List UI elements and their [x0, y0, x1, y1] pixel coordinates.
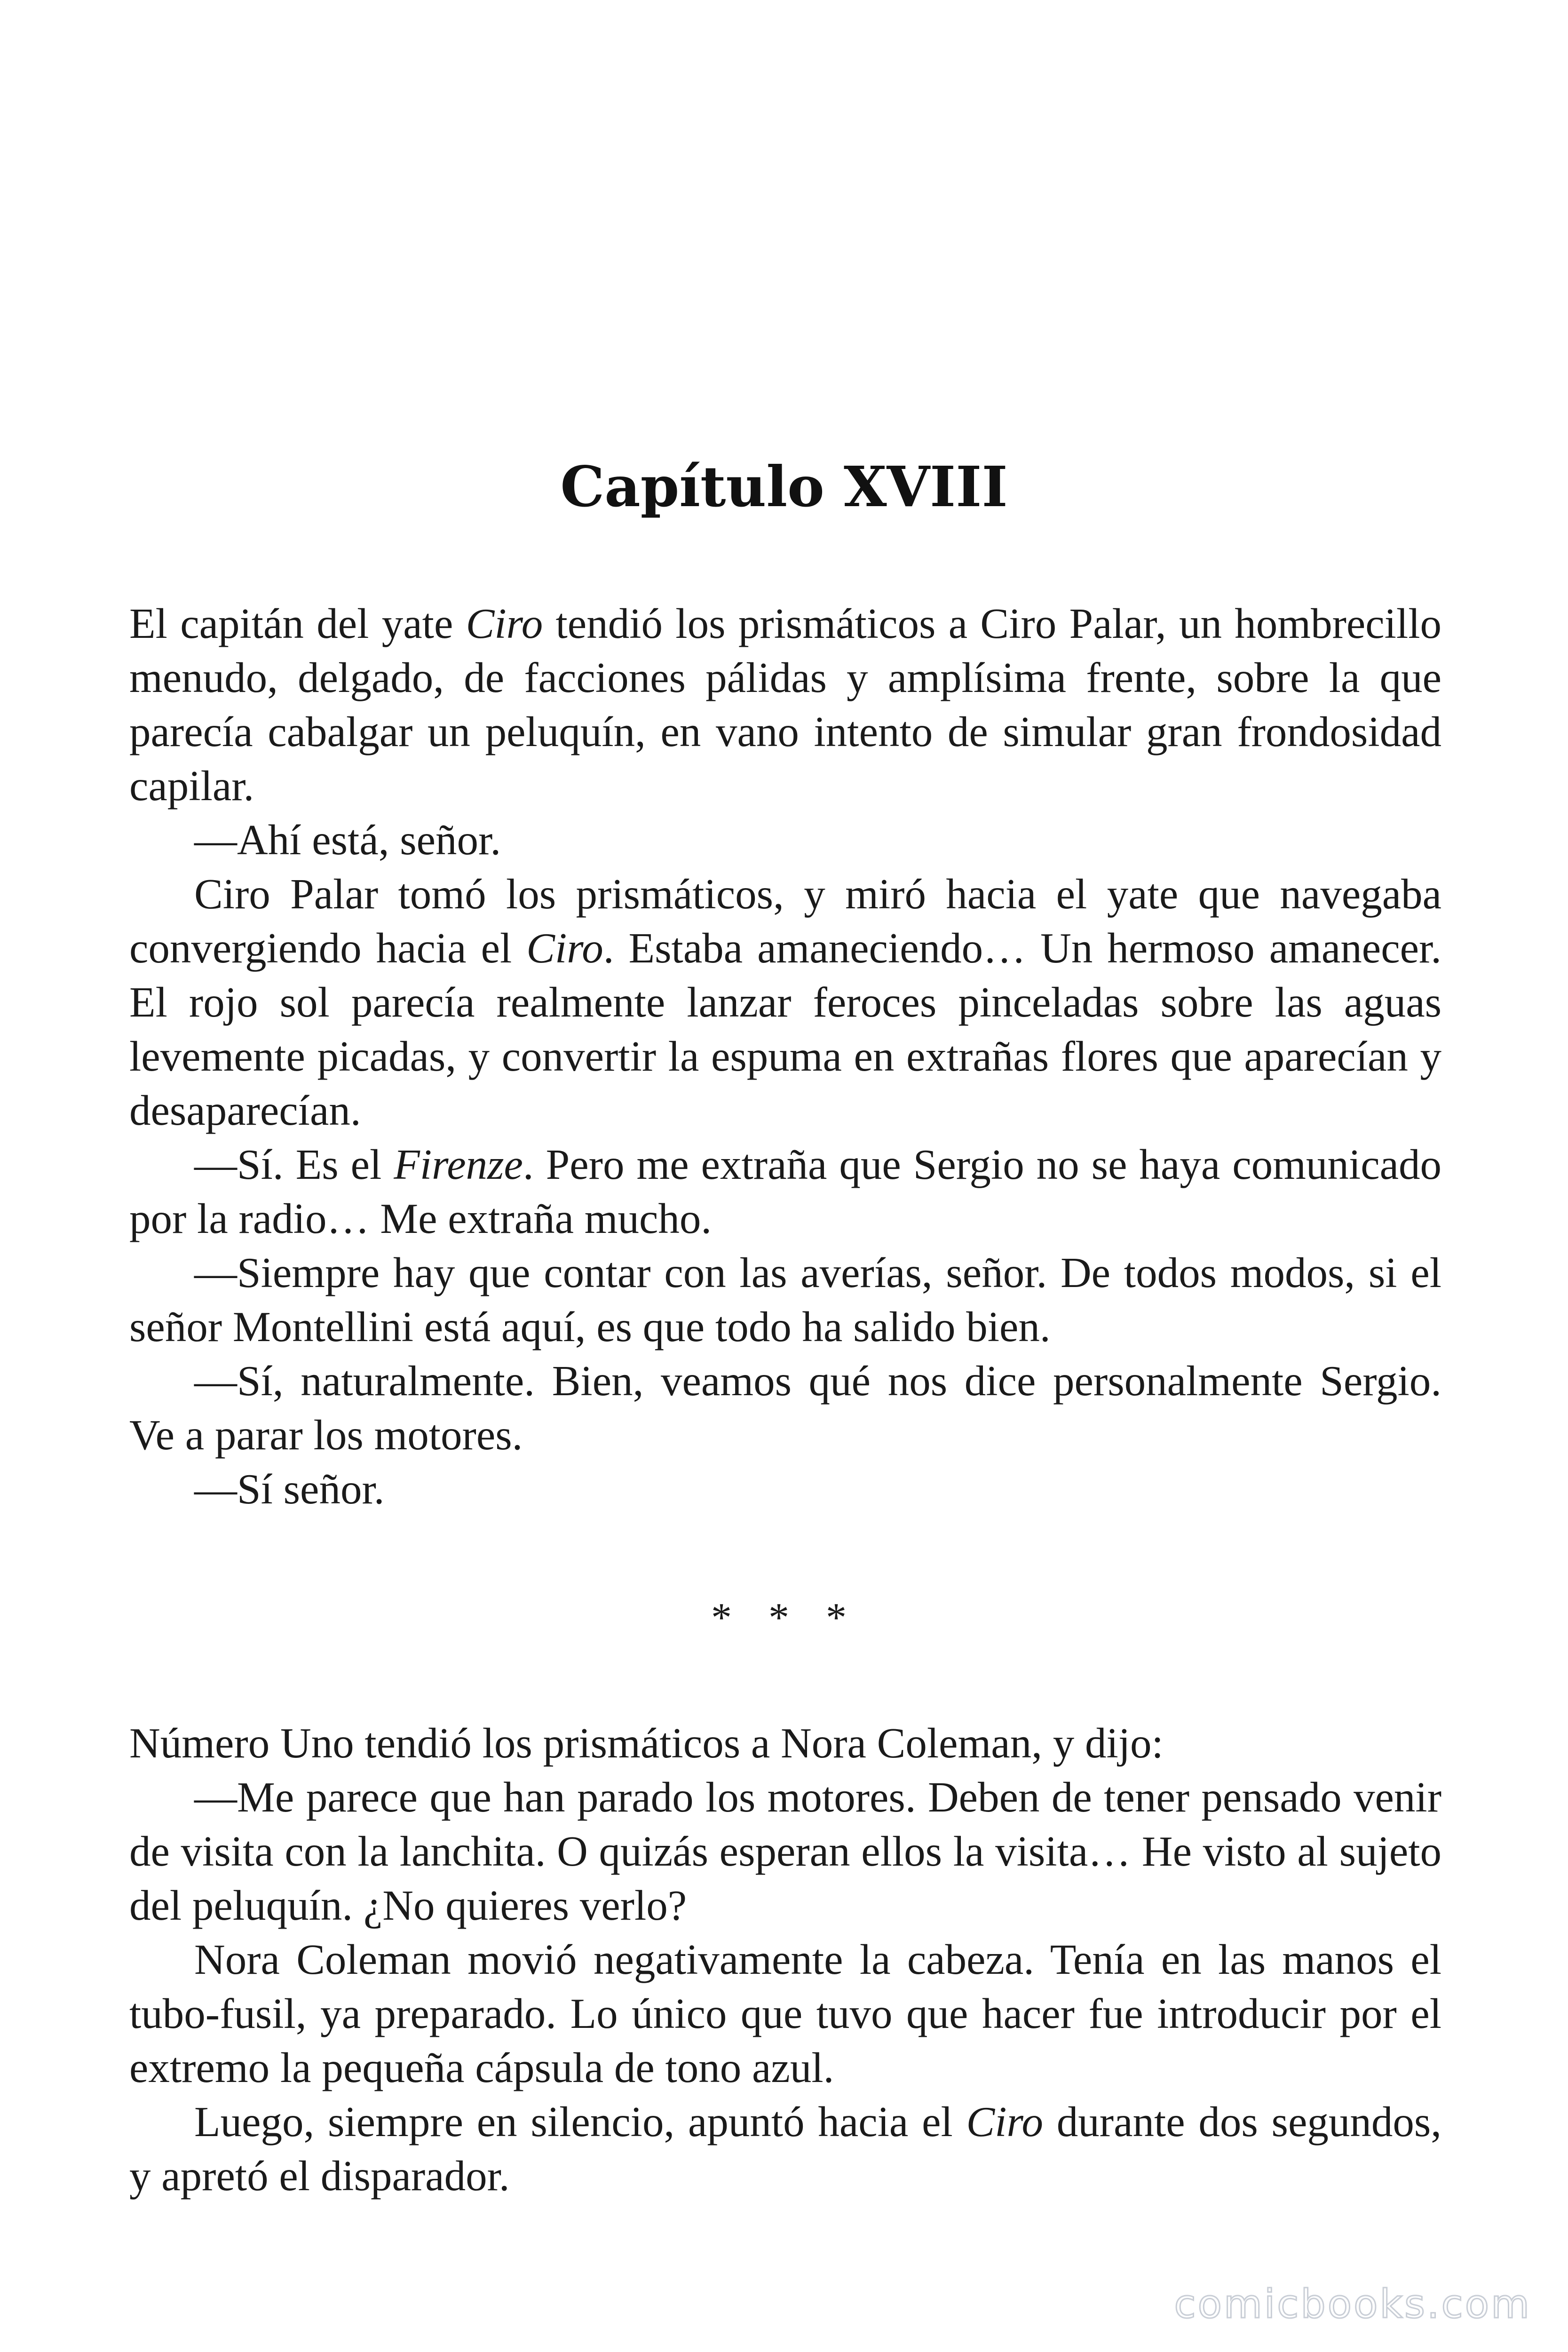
text-run: —Sí. Es el	[194, 1141, 394, 1188]
text-run: . Estaba amaneciendo… Un hermoso amanecer. El rojo sol parecía realmente lanzar feroces pinceladas sobre las aguas levemente picadas, y convertir la espuma en extrañas flores que aparecían y desaparecían.	[129, 924, 1442, 1134]
text-run: —Sí señor.	[194, 1465, 385, 1513]
italic-text: Firenze	[394, 1141, 523, 1188]
text-run: —Me parece que han parado los motores. Deben de tener pensado venir de visita con la lanchita. O quizás esperan ellos la visita… He visto al sujeto del peluquín. ¿No quieres verlo?	[129, 1773, 1441, 1929]
section-separator: * * *	[711, 1595, 860, 1641]
text-run: Número Uno tendió los prismáticos a Nora Coleman, y dijo:	[129, 1719, 1164, 1767]
text-run: tendió los prismáticos a Ciro Palar, un hombrecillo menudo, delgado, de facciones pálidas y amplísima frente, sobre la que parecía cabalgar un peluquín, en vano intento de simular gran frondosidad capilar.	[129, 600, 1441, 810]
text-run: durante dos segundos, y apretó el disparador.	[129, 2098, 1441, 2200]
italic-text: Ciro	[966, 2098, 1044, 2145]
paragraph	[129, 1770, 1441, 1932]
section-1-text	[129, 596, 1441, 1516]
italic-text: Ciro	[526, 924, 603, 972]
italic-text: Ciro	[466, 600, 543, 647]
paragraph	[129, 1462, 1441, 1516]
paragraph	[129, 813, 1441, 867]
text-run: El capitán del yate	[129, 600, 466, 647]
text-run: —Sí, naturalmente. Bien, veamos qué nos dice personalmente Sergio. Ve a parar los motores.	[129, 1357, 1441, 1459]
paragraph	[129, 1932, 1441, 2095]
paragraph	[129, 867, 1441, 1137]
text-run: —Ahí está, señor.	[194, 816, 501, 864]
paragraph	[129, 1137, 1441, 1246]
text-run: Ciro Palar tomó los prismáticos, y miró hacia el yate que navegaba convergiendo hacia el	[129, 870, 1441, 972]
text-run: Luego, siempre en silencio, apuntó hacia el	[194, 2098, 966, 2145]
text-run: . Pero me extraña que Sergio no se haya comunicado por la radio… Me extraña mucho.	[129, 1141, 1441, 1242]
paragraph	[129, 2095, 1441, 2203]
section-2-text	[129, 1716, 1441, 2203]
paragraph	[129, 1354, 1441, 1462]
paragraph	[129, 1246, 1441, 1354]
paragraph	[129, 596, 1441, 813]
text-run: —Siempre hay que contar con las averías, señor. De todos modos, si el señor Montellini está aquí, es que todo ha salido bien.	[129, 1249, 1441, 1351]
chapter-title: Capítulo XVIII	[560, 454, 1008, 519]
paragraph	[129, 1716, 1441, 1770]
watermark-logo: comicbooks.com	[1174, 2281, 1531, 2327]
text-run: Nora Coleman movió negativamente la cabeza. Tenía en las manos el tubo-fusil, ya preparado. Lo único que tuvo que hacer fue introducir por el extremo la pequeña cápsula de tono azul.	[129, 1936, 1441, 2091]
